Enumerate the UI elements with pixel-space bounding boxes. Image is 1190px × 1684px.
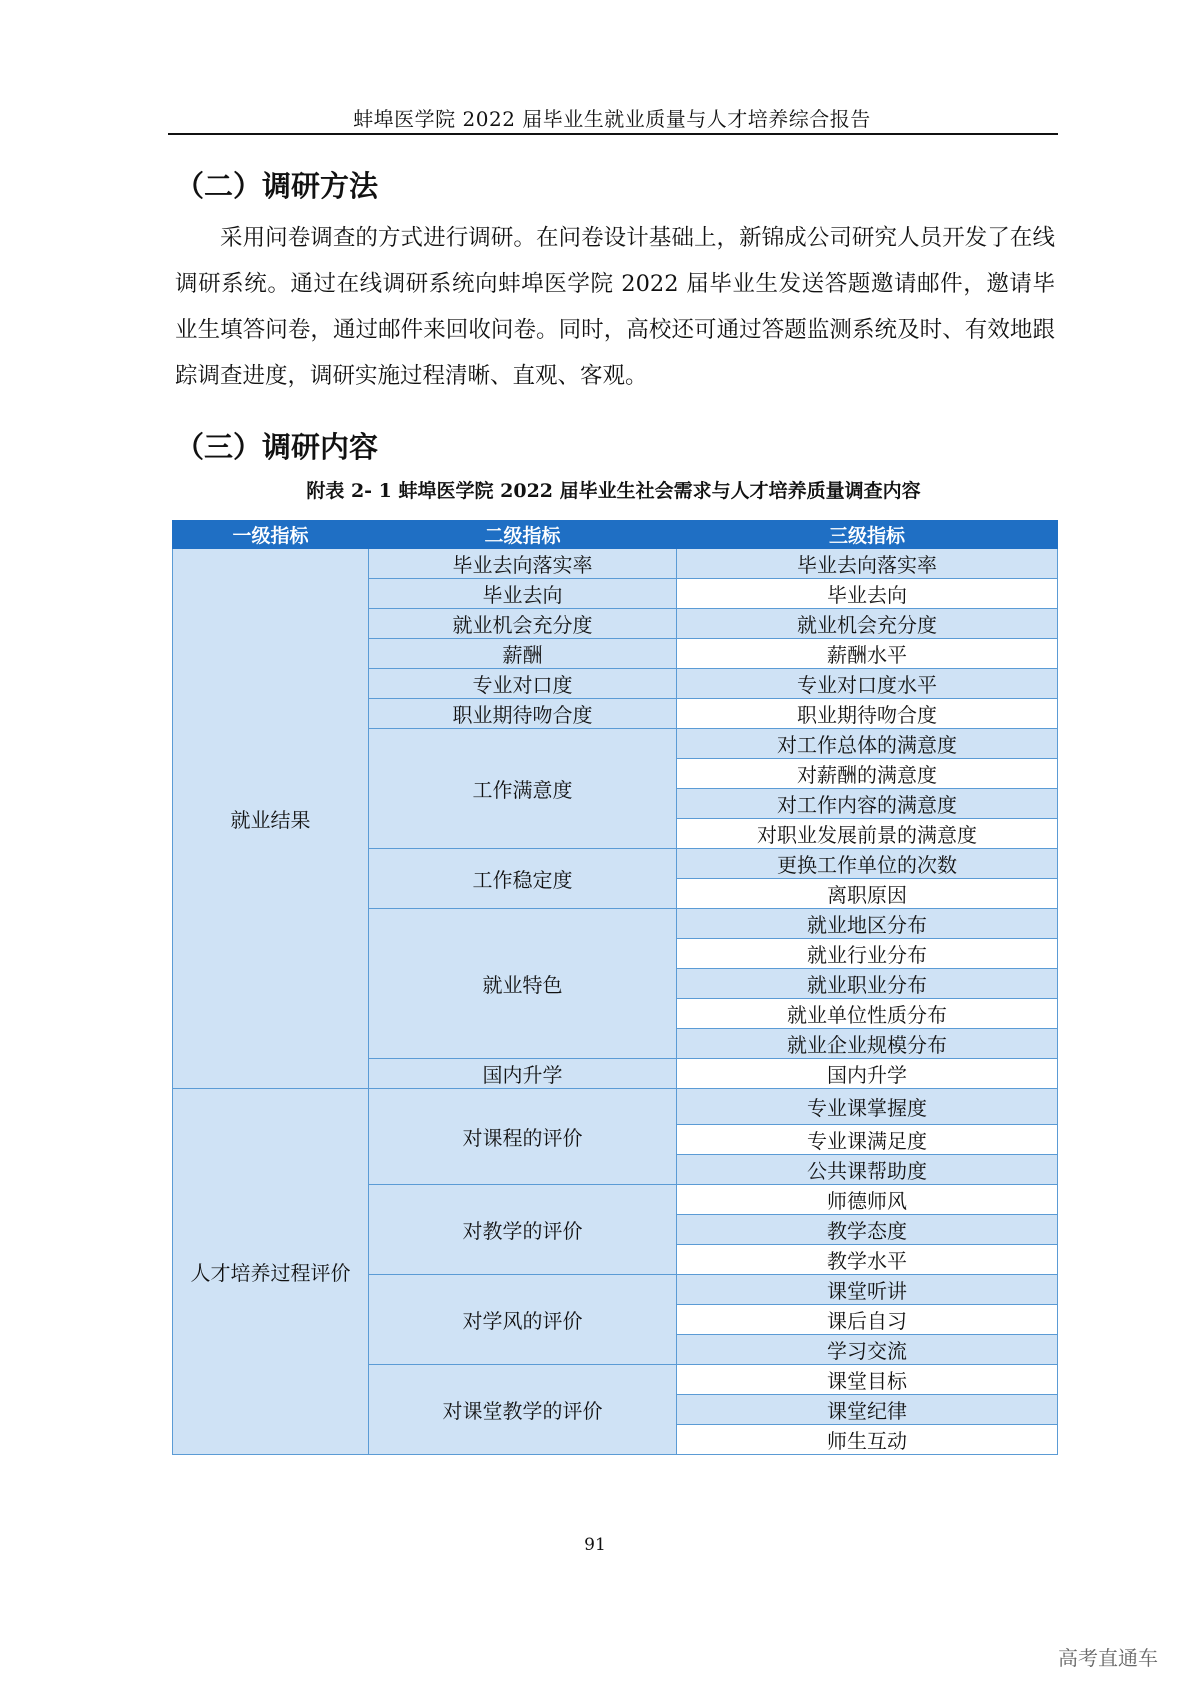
level3-cell: 对职业发展前景的满意度 bbox=[677, 819, 1058, 849]
level1-cell: 人才培养过程评价 bbox=[173, 1089, 369, 1455]
section-heading-method: （二）调研方法 bbox=[175, 169, 379, 203]
level3-cell: 学习交流 bbox=[677, 1335, 1058, 1365]
level2-cell: 毕业去向 bbox=[369, 579, 677, 609]
level3-cell: 就业单位性质分布 bbox=[677, 999, 1058, 1029]
level3-cell: 专业对口度水平 bbox=[677, 669, 1058, 699]
level3-cell: 毕业去向 bbox=[677, 579, 1058, 609]
table-row bbox=[173, 1089, 1058, 1125]
level2-cell: 工作稳定度 bbox=[369, 849, 677, 909]
method-paragraph: 采用问卷调查的方式进行调研。在问卷设计基础上，新锦成公司研究人员开发了在线调研系统。通过在线调研系统向蚌埠医学院 2022 届毕业生发送答题邀请邮件，邀请毕业生填答问卷，通过邮件来回收问卷。同时，高校还可通过答题监测系统及时、有效地跟踪调查进度，调研实施过程清晰、直观、客观。 bbox=[175, 225, 1055, 389]
level3-cell: 就业企业规模分布 bbox=[677, 1029, 1058, 1059]
header-level3: 三级指标 bbox=[677, 521, 1058, 549]
level3-cell: 专业课掌握度 bbox=[677, 1089, 1058, 1125]
level2-cell: 毕业去向落实率 bbox=[369, 549, 677, 579]
level3-cell: 就业行业分布 bbox=[677, 939, 1058, 969]
level2-cell: 对课堂教学的评价 bbox=[369, 1365, 677, 1455]
level3-cell: 国内升学 bbox=[677, 1059, 1058, 1089]
level3-cell: 对工作总体的满意度 bbox=[677, 729, 1058, 759]
level2-cell: 对课程的评价 bbox=[369, 1089, 677, 1185]
level3-cell: 师生互动 bbox=[677, 1425, 1058, 1455]
table-row bbox=[173, 549, 1058, 579]
level2-cell: 职业期待吻合度 bbox=[369, 699, 677, 729]
level2-cell: 薪酬 bbox=[369, 639, 677, 669]
level3-cell: 课后自习 bbox=[677, 1305, 1058, 1335]
level2-cell: 国内升学 bbox=[369, 1059, 677, 1089]
survey-content-table bbox=[172, 520, 1058, 1455]
level2-cell: 对学风的评价 bbox=[369, 1275, 677, 1365]
level3-cell: 教学水平 bbox=[677, 1245, 1058, 1275]
level3-cell: 师德师风 bbox=[677, 1185, 1058, 1215]
level2-cell: 专业对口度 bbox=[369, 669, 677, 699]
header-level1: 一级指标 bbox=[173, 521, 369, 549]
level3-cell: 就业机会充分度 bbox=[677, 609, 1058, 639]
header-rule bbox=[168, 133, 1058, 135]
level3-cell: 毕业去向落实率 bbox=[677, 549, 1058, 579]
header-level2: 二级指标 bbox=[369, 521, 677, 549]
level3-cell: 薪酬水平 bbox=[677, 639, 1058, 669]
level2-cell: 就业机会充分度 bbox=[369, 609, 677, 639]
level3-cell: 对工作内容的满意度 bbox=[677, 789, 1058, 819]
page-header: 蚌埠医学院 2022 届毕业生就业质量与人才培养综合报告 bbox=[353, 107, 871, 131]
page-number: 91 bbox=[584, 1535, 606, 1555]
level2-cell: 就业特色 bbox=[369, 909, 677, 1059]
level3-cell: 职业期待吻合度 bbox=[677, 699, 1058, 729]
level3-cell: 更换工作单位的次数 bbox=[677, 849, 1058, 879]
level3-cell: 公共课帮助度 bbox=[677, 1155, 1058, 1185]
level3-cell: 课堂目标 bbox=[677, 1365, 1058, 1395]
level3-cell: 教学态度 bbox=[677, 1215, 1058, 1245]
level3-cell: 课堂纪律 bbox=[677, 1395, 1058, 1425]
table-header-row bbox=[173, 521, 1058, 549]
level3-cell: 就业职业分布 bbox=[677, 969, 1058, 999]
level2-cell: 工作满意度 bbox=[369, 729, 677, 849]
level1-cell: 就业结果 bbox=[173, 549, 369, 1089]
level3-cell: 离职原因 bbox=[677, 879, 1058, 909]
level3-cell: 专业课满足度 bbox=[677, 1125, 1058, 1155]
section-heading-content: （三）调研内容 bbox=[175, 430, 379, 464]
table-title: 附表 2- 1 蚌埠医学院 2022 届毕业生社会需求与人才培养质量调查内容 bbox=[306, 480, 921, 502]
level3-cell: 就业地区分布 bbox=[677, 909, 1058, 939]
level3-cell: 课堂听讲 bbox=[677, 1275, 1058, 1305]
level2-cell: 对教学的评价 bbox=[369, 1185, 677, 1275]
level3-cell: 对薪酬的满意度 bbox=[677, 759, 1058, 789]
watermark: 高考直通车 bbox=[1058, 1646, 1158, 1670]
